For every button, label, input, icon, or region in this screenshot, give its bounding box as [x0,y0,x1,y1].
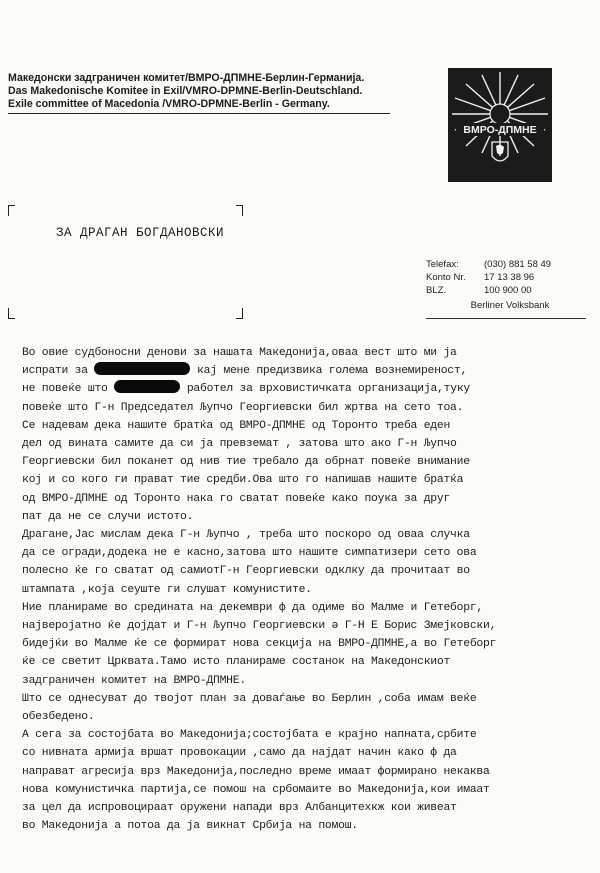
logo-text: ВМРО-ДПМНЕ [463,124,537,136]
body-line: за цел да испровоцираат оружени напади врз Албанцитехкж кои живеат [22,802,457,815]
letterhead-german: Das Makedonische Komitee in Exil/VMRO-DPMNE-Berlin-Deutschland. [8,85,363,98]
body-line: бидејќи во Малме ќе се формират нова секција на ВМРО-ДПМНЕ,а во Гетеборг [22,638,497,651]
body-line: обезбедено. [22,711,95,724]
addressee: ЗА ДРАГАН БОГДАНОВСКИ [56,226,225,240]
telefax-label: Telefax: [426,259,459,270]
letterhead-english: Exile committee of Macedonia /VMRO-DPMNE-Berlin - Germany. [8,98,330,111]
telefax-row [426,258,586,271]
body-line: да се огради,додека не е касно,затова што нашите симпатизери сето ова [22,547,477,560]
body-line: во Македонија а потоа да ја викнат Србија на помош. [22,820,358,833]
body-line: направат агресија врз Македонија,последно време имаат формирано некаква [22,765,490,778]
body-line: од ВМРО-ДПМНЕ од Торонто нака го сватат повеќе како поука за друг [22,492,451,505]
letterhead-macedonian: Македонски задграничен комитет/ВМРО-ДПМНЕ-Берлин-Германија. [8,72,365,84]
body-text: работел за врховистичката организација,туку [186,383,470,396]
address-window-corner [236,205,243,216]
body-line: штампата ,која сеуште ги слушат комунистите. [22,583,312,596]
body-line: Георгиевски бил поканет од нив тие требало да обрнат повеќе внимание [22,456,470,469]
vmro-dpmne-logo [448,68,552,182]
konto-row [426,271,586,284]
body-line: Ние планираме во средината на декември ф да одиме во Малме и Гетеборг, [22,601,483,614]
bank-name: Berliner Volksbank [470,299,550,311]
blz-label: BLZ. [426,285,447,297]
body-line: дел од вината самите да си ја превземат , затова што ако Г-н Љупчо [22,438,457,451]
body-text: кај мене предизвика голема вознемиреност, [197,365,468,378]
konto-value: 17 13 38 96 [484,272,535,284]
blz-row [426,284,586,297]
body-line: кој и со кого ги прават тие средби.Ова што го напишав нашите братќа [22,474,464,487]
body-line [22,362,598,380]
body-line: нова комунистичка партија,се помош на србомаите во Македонија,кои имаат [22,783,490,796]
letter-body [22,344,598,835]
address-window-corner [236,308,243,319]
body-line [22,380,598,398]
body-line: Се надевам дека нашите братќа од ВМРО-ДПМНЕ од Торонто треба еден [22,419,451,432]
redacted-name [94,362,190,375]
sunburst-lion-emblem-icon [448,68,552,182]
body-text: испрати за [22,365,88,378]
body-line: пат да не се случи истото. [22,510,194,523]
body-line: полесно ќе го сватат од самиотГ-н Георгиевски одклку да прочитаат во [22,565,470,578]
body-line: Во овие судбоносни денови за нашата Македонија,оваа вест што ми ја [22,347,457,359]
contact-divider [426,318,586,319]
address-window-corner [8,205,15,216]
body-line: ќе се светит Црквата.Тамо исто планираме состанок на Македонскиот [22,656,451,669]
body-line: Што се однесуват до твојот план за доваѓање во Берлин ,соба имам веќе [22,692,477,705]
letterhead-divider [8,113,390,114]
address-window-corner [8,308,15,319]
blz-value: 100 900 00 [484,285,532,297]
body-line: повеќе што Г-н Председател Љупчо Георгиевски бил жртва на сето тоа. [22,401,464,414]
body-line: Драгане,Јас мислам дека Г-н Љупчо , треба што поскоро од оваа случка [22,529,470,542]
body-line: со нивната армија вршат провокации ,само да најдат начин како ф да [22,747,457,760]
body-line: задграничен комитет на ВМРО-ДПМНЕ. [22,674,246,687]
konto-label: Konto Nr. [426,272,466,284]
body-text: не повеќе што [22,383,108,396]
body-line: најверојатно ќе дојдат и Г-н Љупчо Георгиевски ә Г-Н Е Борис Змејковски, [22,620,497,633]
contact-block [426,258,586,312]
telefax-value: (030) 881 58 49 [484,259,552,270]
letterhead [8,72,408,112]
redacted-name [114,380,180,393]
body-line: А сега за состојбата во Македонија;состојбата е крајно напната,србите [22,729,477,742]
